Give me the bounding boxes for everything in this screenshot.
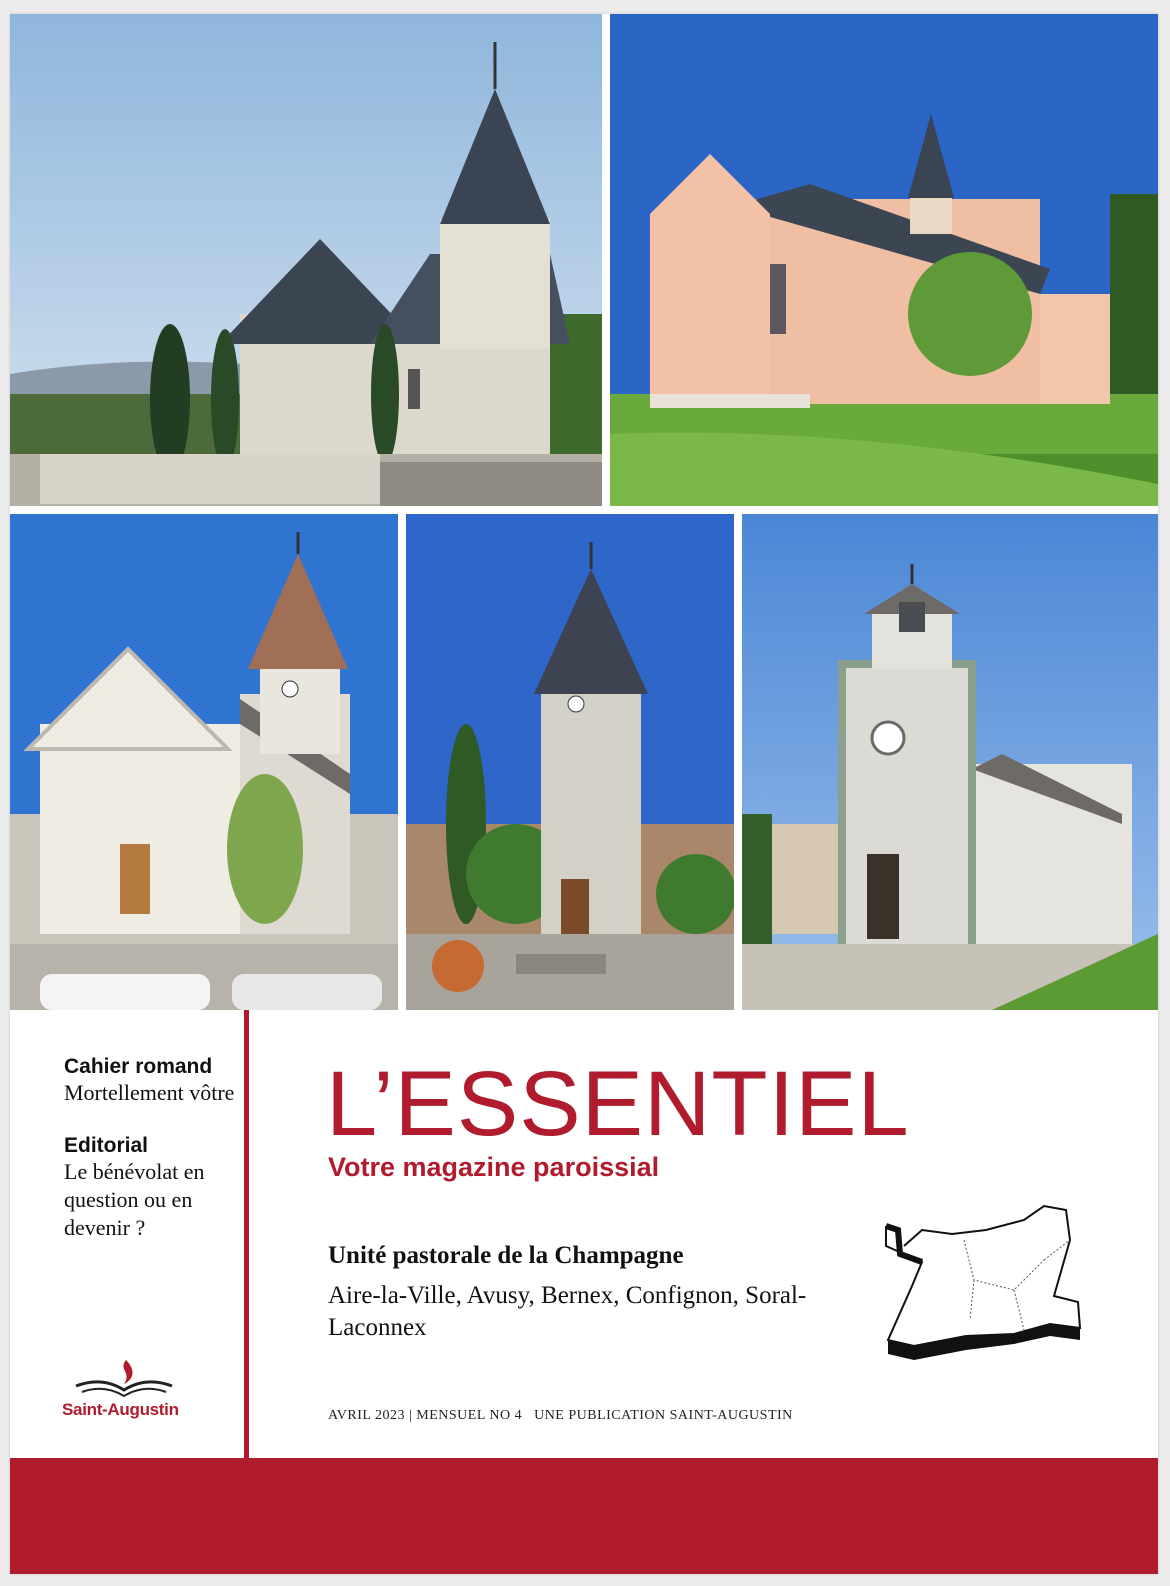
publisher-logo [62, 1356, 202, 1426]
magazine-cover [10, 14, 1158, 1574]
sidebar [64, 1054, 240, 1242]
region-map [874, 1190, 1084, 1360]
masthead-title: L’ESSENTIEL [326, 1053, 910, 1155]
church-photo-4 [406, 514, 734, 1010]
church-photo-3 [10, 514, 398, 1010]
publication-issue: MENSUEL NO 4 [416, 1408, 523, 1423]
unit-title: Unité pastorale de la Champagne [328, 1242, 684, 1269]
book-flame-icon [68, 1356, 178, 1398]
publication-date: AVRIL 2023 [328, 1408, 405, 1423]
logo-text: Saint-Augustin [62, 1400, 179, 1419]
masthead-tagline: Votre magazine paroissial [328, 1152, 660, 1182]
sidebar-text-editorial: Le bénévolat en question ou en devenir ? [64, 1159, 205, 1240]
footer-band [10, 1458, 1158, 1574]
sidebar-heading-cahier: Cahier romand [64, 1055, 213, 1078]
publication-publisher: UNE PUBLICATION SAINT-AUGUSTIN [534, 1408, 793, 1423]
church-photo-5 [742, 514, 1158, 1010]
publication-line: AVRIL 2023 | MENSUEL NO 4 UNE PUBLICATION SAINT-AUGUSTIN [328, 1408, 793, 1423]
unit-places: Aire-la-Ville, Avusy, Bernex, Confignon, Soral-Laconnex [328, 1282, 807, 1341]
church-photo-2 [610, 14, 1158, 506]
church-photo-1 [10, 14, 602, 506]
sidebar-text-cahier: Mortellement vôtre [64, 1080, 235, 1105]
vertical-divider [244, 1010, 249, 1458]
sidebar-heading-editorial: Editorial [64, 1134, 149, 1157]
